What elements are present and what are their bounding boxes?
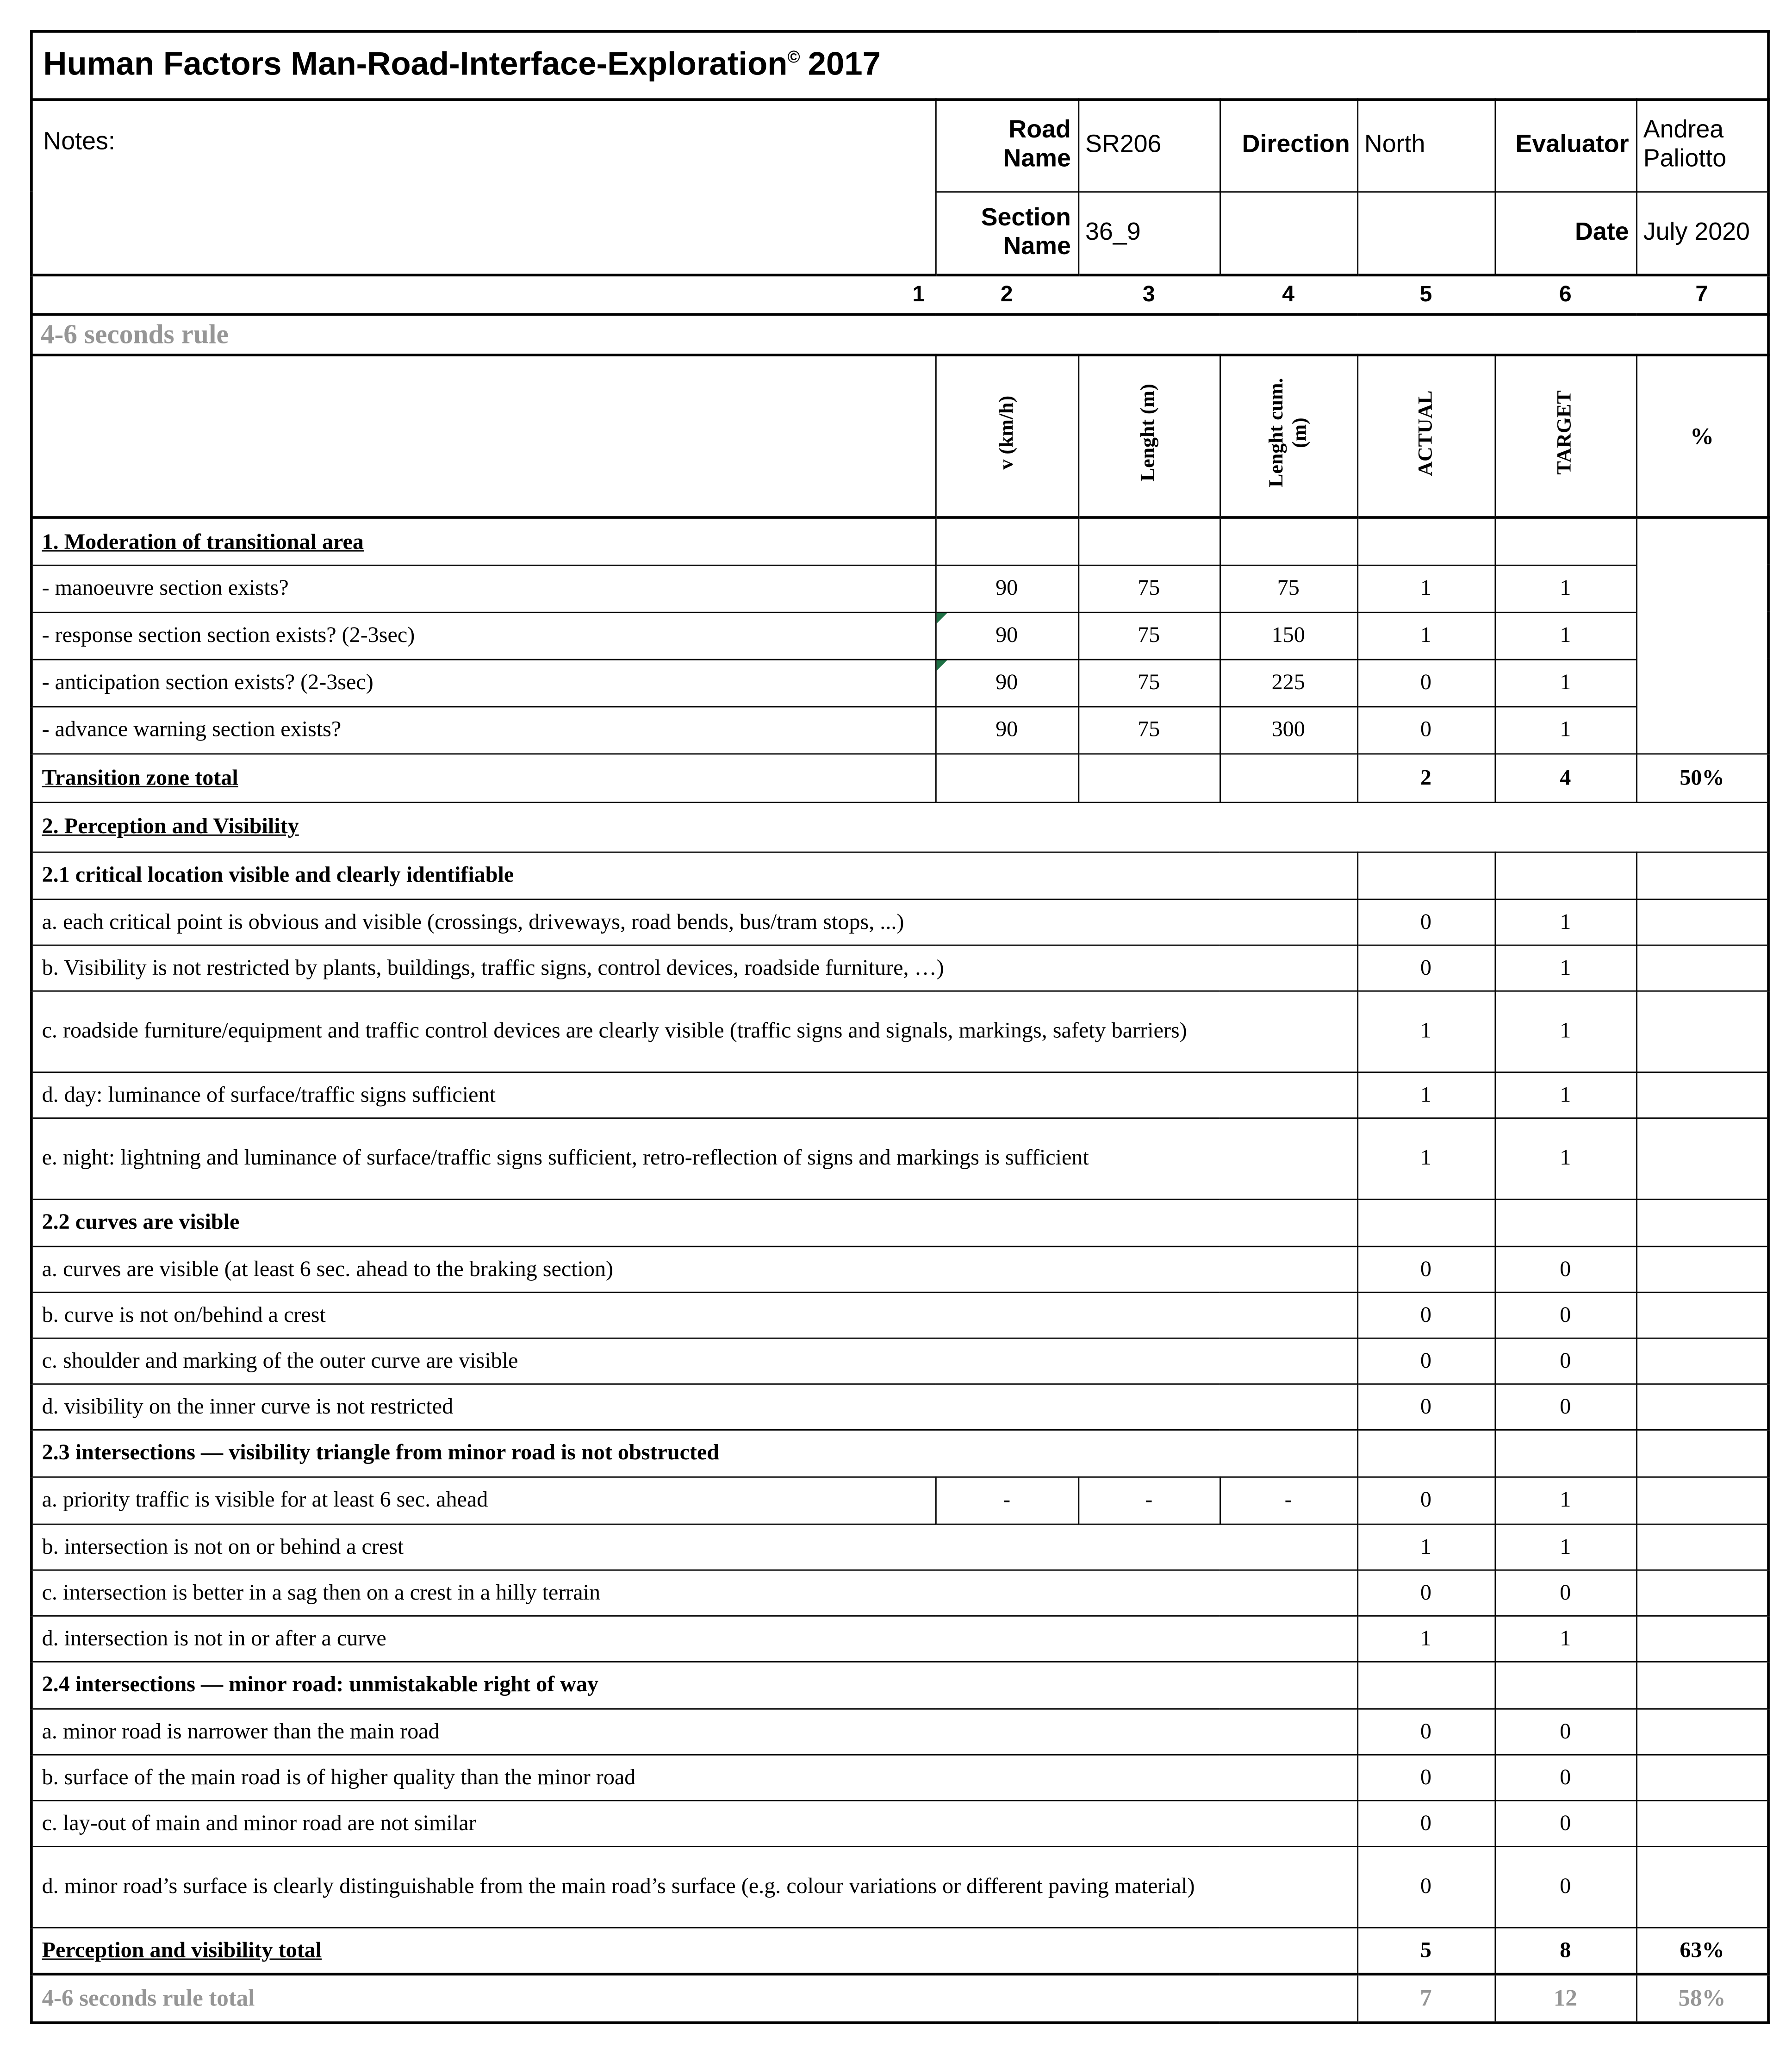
cell-speed: 90 [935, 706, 1078, 754]
cell-target: 1 [1494, 706, 1636, 754]
total-label: Perception and visibility total [31, 1927, 1357, 1974]
cell-target: 1 [1494, 1524, 1636, 1569]
rule-section-heading: 4-6 seconds rule [31, 314, 1768, 355]
blank-cell [1636, 852, 1768, 899]
blank-cell [1636, 1661, 1768, 1708]
blank-cell [1078, 517, 1220, 565]
blank-cell [1494, 1429, 1636, 1476]
total-target: 4 [1494, 753, 1636, 802]
cell-target: 0 [1494, 1846, 1636, 1927]
sheet-title-year: 2017 [808, 46, 881, 83]
criterion-label: c. lay-out of main and minor road are not similar [31, 1800, 1357, 1846]
cell-actual: 0 [1357, 706, 1494, 754]
cell-actual: 0 [1357, 1292, 1494, 1338]
blank-cell [1636, 1117, 1768, 1198]
pct-merged-cell [1636, 517, 1768, 753]
notes-label: Notes: [31, 100, 935, 275]
criterion-label: a. each critical point is obvious and visible (crossings, driveways, road bends, bus/tram stops, ...) [31, 899, 1357, 945]
col-header-actual-text: ACTUAL [1414, 390, 1437, 476]
col-number: 4 [1220, 275, 1357, 314]
cell-length: 75 [1078, 565, 1220, 612]
road-name-label-text: Road Name [1003, 117, 1071, 174]
criterion-label: b. surface of the main road is of higher quality than the minor road [31, 1754, 1357, 1800]
cell-speed-text: 90 [996, 623, 1018, 648]
cell-length: - [1078, 1476, 1220, 1524]
cell-length-cum: 150 [1220, 612, 1357, 659]
date-value: July 2020 [1636, 191, 1768, 275]
criterion-label: a. minor road is narrower than the main road [31, 1708, 1357, 1754]
cell-actual: 1 [1357, 1615, 1494, 1661]
total-pct: 50% [1636, 753, 1768, 802]
cell-length-cum: - [1220, 1476, 1357, 1524]
grand-total-target: 12 [1494, 1974, 1636, 2023]
cell-target: 0 [1494, 1338, 1636, 1383]
blank-cell [1220, 191, 1357, 275]
blank-cell [1636, 1569, 1768, 1615]
section1-heading: 1. Moderation of transitional area [31, 517, 935, 565]
col-header-percent: % [1636, 355, 1768, 517]
blank-cell [1636, 990, 1768, 1071]
cell-target: 1 [1494, 1476, 1636, 1524]
cell-speed: 90 [935, 565, 1078, 612]
evaluation-table [30, 30, 1770, 2024]
blank-cell [1636, 1708, 1768, 1754]
blank-cell [1220, 517, 1357, 565]
criterion-label: b. Visibility is not restricted by plants, buildings, traffic signs, control devices, roadside furniture, …) [31, 945, 1357, 990]
group-heading: 2.1 critical location visible and clearly identifiable [31, 852, 1357, 899]
blank-cell [1494, 1199, 1636, 1246]
col-header-length [1078, 355, 1220, 517]
cell-length: 75 [1078, 612, 1220, 659]
cell-target: 0 [1494, 1754, 1636, 1800]
section-name-label-text: Section Name [981, 204, 1071, 261]
cell-target: 1 [1494, 1615, 1636, 1661]
col-number: 7 [1636, 275, 1768, 314]
blank-cell [1220, 753, 1357, 802]
cell-actual: 1 [1357, 990, 1494, 1071]
sheet-title-text: Human Factors Man-Road-Interface-Exploration [43, 46, 788, 83]
blank-cell [1636, 1524, 1768, 1569]
total-label: Transition zone total [31, 753, 935, 802]
col-number: 5 [1357, 275, 1494, 314]
group-heading: 2.4 intersections — minor road: unmistakable right of way [31, 1661, 1357, 1708]
col-header-length-cum [1220, 355, 1357, 517]
total-actual: 5 [1357, 1927, 1494, 1974]
cell-actual: 0 [1357, 1383, 1494, 1429]
blank-cell [1636, 1429, 1768, 1476]
total-pct: 63% [1636, 1927, 1768, 1974]
cell-actual: 0 [1357, 1246, 1494, 1292]
blank-cell [1636, 1199, 1768, 1246]
criterion-label: d. visibility on the inner curve is not restricted [31, 1383, 1357, 1429]
criterion-label: b. curve is not on/behind a crest [31, 1292, 1357, 1338]
group-heading: 2.3 intersections — visibility triangle from minor road is not obstructed [31, 1429, 1357, 1476]
blank-cell [1636, 1754, 1768, 1800]
col-header-speed [935, 355, 1078, 517]
blank-cell [1494, 517, 1636, 565]
grand-total-actual: 7 [1357, 1974, 1494, 2023]
col-header-length-text: Lenght (m) [1137, 384, 1160, 482]
cell-target: 1 [1494, 990, 1636, 1071]
cell-flag-icon [936, 612, 946, 623]
cell-target: 0 [1494, 1383, 1636, 1429]
criterion-label: e. night: lightning and luminance of surface/traffic signs sufficient, retro-reflection of signs and markings is sufficient [31, 1117, 1357, 1198]
criterion-label: c. roadside furniture/equipment and traffic control devices are clearly visible (traffic signs and signals, markings, safety barriers) [31, 990, 1357, 1071]
cell-actual: 1 [1357, 612, 1494, 659]
evaluator-label: Evaluator [1494, 100, 1636, 191]
blank-cell [1636, 1846, 1768, 1927]
cell-actual: 0 [1357, 659, 1494, 706]
road-name-label [935, 100, 1078, 191]
cell-actual: 1 [1357, 1071, 1494, 1117]
cell-actual: 0 [1357, 1476, 1494, 1524]
cell-actual: 0 [1357, 899, 1494, 945]
blank-cell [935, 517, 1078, 565]
cell-length-cum: 300 [1220, 706, 1357, 754]
cell-speed: - [935, 1476, 1078, 1524]
col-header-actual [1357, 355, 1494, 517]
cell-target: 1 [1494, 1117, 1636, 1198]
blank-cell [1636, 1476, 1768, 1524]
col-number: 6 [1494, 275, 1636, 314]
blank-cell [1357, 1199, 1494, 1246]
road-name-value: SR206 [1078, 100, 1220, 191]
cell-target: 1 [1494, 565, 1636, 612]
cell-target: 0 [1494, 1800, 1636, 1846]
evaluator-value: Andrea Paliotto [1636, 100, 1768, 191]
section-name-value: 36_9 [1078, 191, 1220, 275]
criterion-label: c. shoulder and marking of the outer curve are visible [31, 1338, 1357, 1383]
blank-cell [935, 753, 1078, 802]
cell-target: 0 [1494, 1708, 1636, 1754]
date-label: Date [1494, 191, 1636, 275]
cell-speed [935, 612, 1078, 659]
group-heading: 2.2 curves are visible [31, 1199, 1357, 1246]
blank-cell [1357, 191, 1494, 275]
grand-total-pct: 58% [1636, 1974, 1768, 2023]
cell-target: 0 [1494, 1246, 1636, 1292]
blank-cell [1636, 945, 1768, 990]
cell-length: 75 [1078, 659, 1220, 706]
sheet-title [31, 31, 1768, 100]
col-header-length-cum-text: Lenght cum. (m) [1265, 378, 1311, 488]
total-actual: 2 [1357, 753, 1494, 802]
blank-cell [1636, 1615, 1768, 1661]
col-number: 3 [1078, 275, 1220, 314]
cell-length-cum: 225 [1220, 659, 1357, 706]
grand-total-label: 4-6 seconds rule total [31, 1974, 1357, 2023]
blank-cell [1078, 753, 1220, 802]
cell-actual: 0 [1357, 1338, 1494, 1383]
cell-speed [935, 659, 1078, 706]
blank-cell [1636, 1383, 1768, 1429]
cell-actual: 0 [1357, 1754, 1494, 1800]
blank-cell [31, 355, 935, 517]
cell-actual: 0 [1357, 1846, 1494, 1927]
cell-flag-icon [936, 660, 946, 670]
criterion-label: - advance warning section exists? [31, 706, 935, 754]
blank-cell [1357, 517, 1494, 565]
criterion-label: d. intersection is not in or after a curve [31, 1615, 1357, 1661]
cell-actual: 0 [1357, 1569, 1494, 1615]
cell-target: 1 [1494, 612, 1636, 659]
criterion-label: - response section section exists? (2-3sec) [31, 612, 935, 659]
direction-label: Direction [1220, 100, 1357, 191]
blank-cell [1494, 1661, 1636, 1708]
blank-cell [1636, 1800, 1768, 1846]
blank-cell [1636, 1338, 1768, 1383]
cell-actual: 0 [1357, 945, 1494, 990]
blank-cell [1636, 1246, 1768, 1292]
cell-speed-text: 90 [996, 670, 1018, 695]
blank-cell [1357, 1429, 1494, 1476]
copyright-symbol: © [787, 47, 800, 67]
criterion-label: c. intersection is better in a sag then on a crest in a hilly terrain [31, 1569, 1357, 1615]
cell-target: 1 [1494, 899, 1636, 945]
section-name-label [935, 191, 1078, 275]
col-number: 1 [31, 275, 935, 314]
criterion-label: - anticipation section exists? (2-3sec) [31, 659, 935, 706]
blank-cell [1636, 1071, 1768, 1117]
blank-cell [1636, 899, 1768, 945]
cell-target: 1 [1494, 659, 1636, 706]
col-header-target-text: TARGET [1554, 391, 1576, 475]
cell-length-cum: 75 [1220, 565, 1357, 612]
col-header-target [1494, 355, 1636, 517]
cell-actual: 1 [1357, 565, 1494, 612]
cell-target: 1 [1494, 1071, 1636, 1117]
cell-actual: 0 [1357, 1708, 1494, 1754]
direction-value: North [1357, 100, 1494, 191]
cell-target: 0 [1494, 1569, 1636, 1615]
criterion-label: d. minor road’s surface is clearly distinguishable from the main road’s surface (e.g. colour variations or different paving material) [31, 1846, 1357, 1927]
criterion-label: - manoeuvre section exists? [31, 565, 935, 612]
criterion-label: a. priority traffic is visible for at least 6 sec. ahead [31, 1476, 935, 1524]
blank-cell [1357, 852, 1494, 899]
criterion-label: b. intersection is not on or behind a crest [31, 1524, 1357, 1569]
criterion-label: a. curves are visible (at least 6 sec. ahead to the braking section) [31, 1246, 1357, 1292]
cell-actual: 0 [1357, 1800, 1494, 1846]
cell-target: 0 [1494, 1292, 1636, 1338]
cell-length: 75 [1078, 706, 1220, 754]
blank-cell [1636, 1292, 1768, 1338]
col-header-speed-text: v (km/h) [995, 396, 1018, 470]
cell-target: 1 [1494, 945, 1636, 990]
blank-cell [1357, 1661, 1494, 1708]
blank-cell [1494, 852, 1636, 899]
col-number: 2 [935, 275, 1078, 314]
total-target: 8 [1494, 1927, 1636, 1974]
cell-actual: 1 [1357, 1524, 1494, 1569]
section2-heading: 2. Perception and Visibility [31, 802, 1768, 852]
criterion-label: d. day: luminance of surface/traffic signs sufficient [31, 1071, 1357, 1117]
cell-actual: 1 [1357, 1117, 1494, 1198]
